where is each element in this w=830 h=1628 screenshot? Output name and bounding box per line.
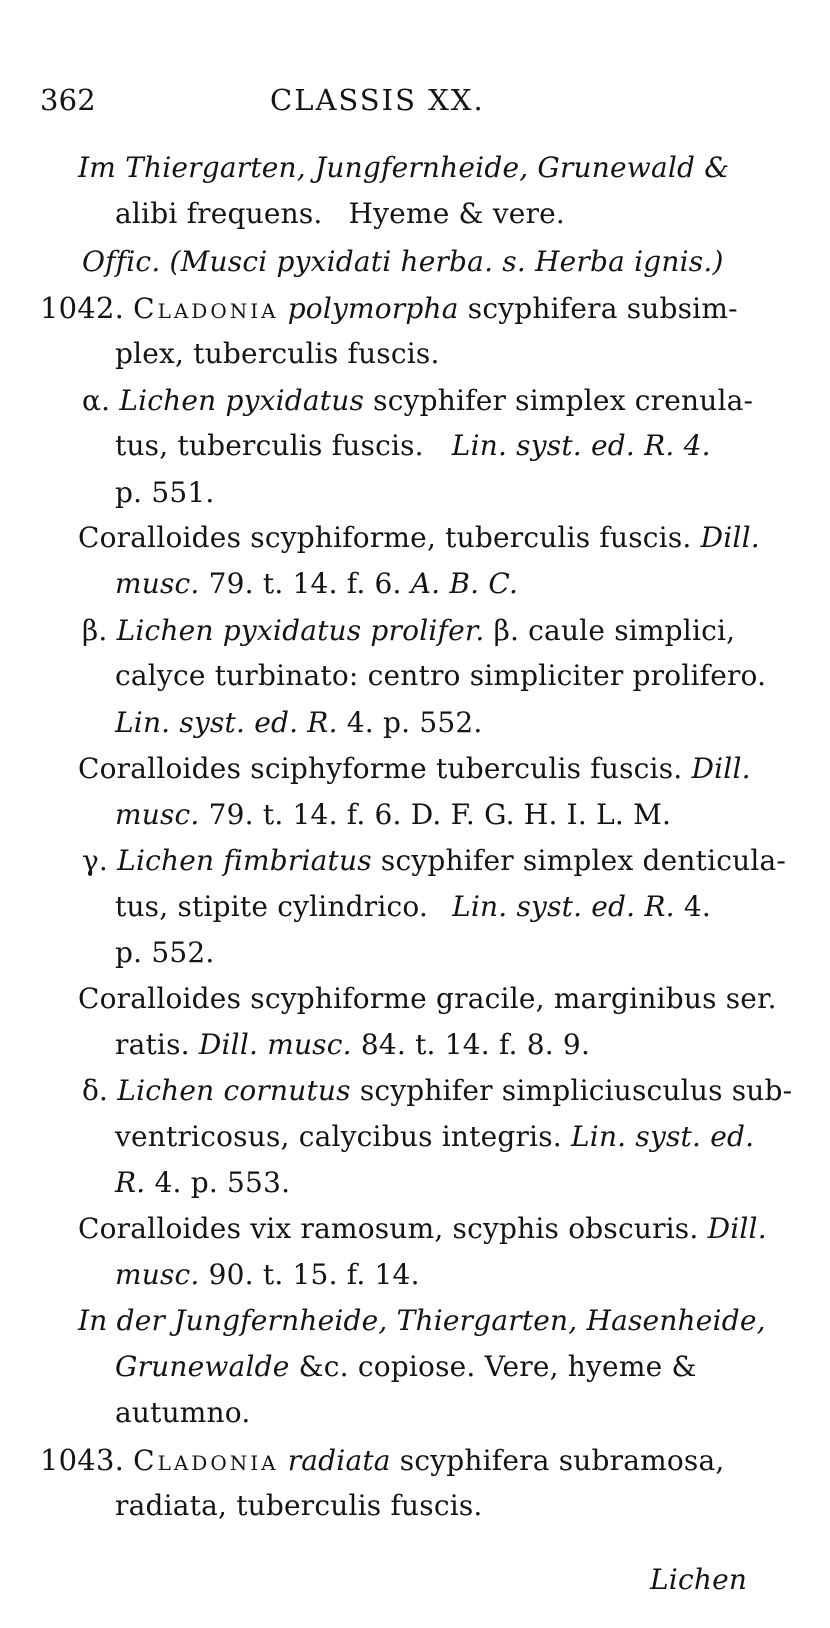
habitat-line: Im Thiergarten, Jungfernheide, Grunewald &	[78, 151, 730, 184]
citation: Dill.	[700, 521, 760, 554]
text-line: autumno.	[115, 1396, 251, 1429]
text-line	[115, 1027, 590, 1063]
place-name: Grunewalde	[115, 1350, 290, 1383]
entry-number: 1043.	[40, 1443, 125, 1477]
text-span: alibi frequens.	[115, 197, 323, 230]
citation: Lin. syst. ed. R.	[452, 890, 675, 923]
text-line	[115, 196, 565, 232]
variety-mark: δ.	[82, 1074, 109, 1107]
species-epithet: polymorpha	[287, 292, 459, 325]
citation: musc.	[115, 798, 200, 831]
diagnosis-text: scyphifer simplex crenula-	[373, 384, 754, 417]
variety-gamma	[82, 843, 786, 879]
text-line	[78, 1211, 767, 1247]
text-span: Hyeme & vere.	[348, 197, 566, 230]
variety-beta	[82, 613, 735, 649]
text-span: 90. t. 15. f. 14.	[208, 1258, 420, 1291]
text-line	[78, 751, 751, 787]
text-span: tus, stipite cylindrico.	[115, 890, 429, 923]
diagnosis-text: scyphifera subramosa,	[399, 1444, 725, 1477]
officinal-note: Offic. (Musci pyxidati herba. s. Herba ignis.)	[82, 245, 724, 278]
diagnosis-text: scyphifer simplex denticula-	[380, 844, 787, 877]
variety-mark: β.	[82, 614, 108, 647]
text-line	[115, 428, 711, 464]
text-span: 79. t. 14. f. 6.	[208, 567, 402, 600]
text-span: 4. p. 552.	[346, 706, 483, 739]
text-span: ratis.	[115, 1028, 190, 1061]
text-span: 4.	[683, 890, 711, 923]
catchword: Lichen	[650, 1563, 748, 1596]
entry-number: 1042.	[40, 291, 125, 325]
text-line	[115, 1349, 697, 1385]
text-line: p. 552.	[115, 936, 215, 969]
page-number: 362	[40, 83, 96, 117]
variety-mark: α.	[82, 384, 111, 417]
text-span: 84. t. 14. f. 8. 9.	[360, 1028, 591, 1061]
text-span: Coralloides scyphiforme, tuberculis fuscis.	[78, 521, 692, 554]
citation: Lin. syst. ed.	[571, 1120, 755, 1153]
citation: Dill. musc.	[198, 1028, 352, 1061]
synonym-name: Lichen pyxidatus prolifer.	[116, 614, 485, 647]
species-entry-1042	[40, 290, 738, 327]
figure-letters: A. B. C.	[410, 567, 519, 600]
variety-delta	[82, 1073, 792, 1109]
text-line: p. 551.	[115, 476, 215, 509]
diagnosis-text: scyphifer simpliciusculus sub-	[359, 1074, 793, 1107]
text-line: Coralloides scyphiforme gracile, marginibus ser.	[78, 982, 777, 1015]
text-span: tus, tuberculis fuscis.	[115, 429, 424, 462]
text-line	[115, 1165, 290, 1201]
variety-alpha	[82, 383, 753, 419]
text-line: plex, tuberculis fuscis.	[115, 337, 440, 370]
genus-name: Cladonia	[133, 292, 279, 325]
synonym-name: Lichen pyxidatus	[119, 384, 365, 417]
text-span: 79. t. 14. f. 6. D. F. G. H. I. L. M.	[208, 798, 672, 831]
text-line	[115, 797, 671, 833]
text-line: calyce turbinato: centro simpliciter prolifero.	[115, 659, 767, 692]
citation: Dill.	[707, 1212, 767, 1245]
text-line	[115, 566, 518, 602]
running-head: CLASSIS XX.	[270, 83, 485, 117]
citation: Lin. syst. ed. R.	[115, 706, 338, 739]
text-span: Coralloides vix ramosum, scyphis obscuris.	[78, 1212, 699, 1245]
text-line	[115, 1257, 420, 1293]
text-line	[115, 705, 482, 741]
text-span: 4. p. 553.	[154, 1166, 291, 1199]
species-entry-1043	[40, 1442, 724, 1479]
text-line	[115, 1119, 754, 1155]
text-span: Coralloides sciphyforme tuberculis fuscis.	[78, 752, 683, 785]
species-epithet: radiata	[287, 1444, 391, 1477]
genus-name: Cladonia	[133, 1444, 279, 1477]
habitat-line: In der Jungfernheide, Thiergarten, Hasenheide,	[78, 1304, 766, 1337]
citation: musc.	[115, 1258, 200, 1291]
citation: R.	[115, 1166, 146, 1199]
variety-mark: γ.	[82, 844, 109, 877]
synonym-name: Lichen fimbriatus	[117, 844, 372, 877]
citation: Dill.	[691, 752, 751, 785]
text-line: radiata, tuberculis fuscis.	[115, 1489, 483, 1522]
diagnosis-text: β. caule simplici,	[493, 614, 736, 647]
text-span: &c. copiose. Vere, hyeme &	[298, 1350, 697, 1383]
diagnosis-text: scyphifera subsim-	[467, 292, 738, 325]
synonym-name: Lichen cornutus	[117, 1074, 351, 1107]
citation: musc.	[115, 567, 200, 600]
text-line	[78, 520, 760, 556]
text-line	[115, 889, 711, 925]
citation: Lin. syst. ed. R. 4.	[451, 429, 711, 462]
text-span: ventricosus, calycibus integris.	[115, 1120, 562, 1153]
